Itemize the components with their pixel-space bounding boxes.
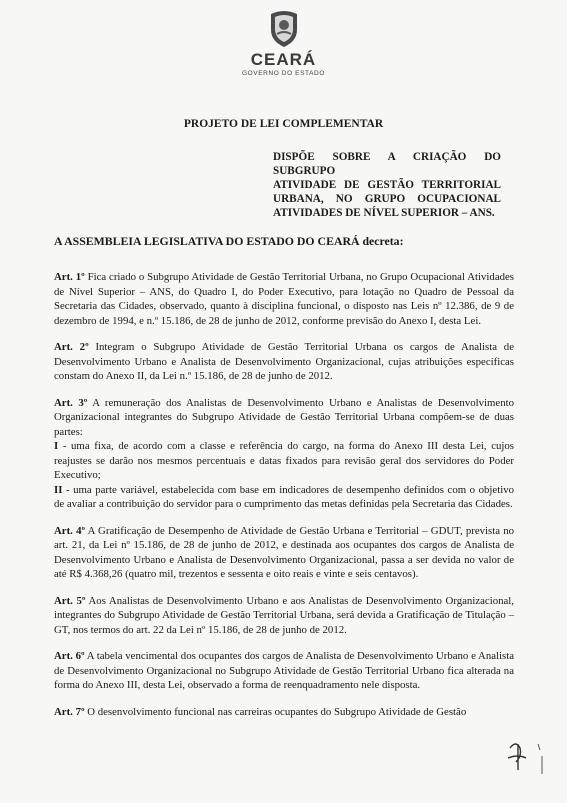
ementa-line: DISPÕE SOBRE A CRIAÇÃO DO SUBGRUPO (273, 151, 501, 177)
ementa-line: ATIVIDADE DE GESTÃO TERRITORIAL (273, 179, 501, 191)
article-text: O desenvolvimento funcional nas carreiras ocupantes do Subgrupo Atividade de Gestão (87, 705, 467, 718)
item-label: I (54, 440, 59, 452)
brand-name: CEARÁ (250, 50, 317, 69)
article-label: Art. 2º (54, 341, 89, 353)
article-3 (54, 396, 514, 512)
article-text: A Gratificação de Desempenho de Atividade de Gestão Urbana e Territorial – GDUT, prevista no art. 21, da Lei nº 15.186, de 28 de junho de 2012, e destinada aos ocupantes dos cargos de Analista de Desenvolvimento Urbano e Analista de Desenvolvimento Organizacional, passa a ser devida no valor de até R$ 4.368,26 (quatro mil, trezentos e sessenta e oito reais e vinte e seis centavos). (54, 524, 515, 580)
article-2 (54, 340, 514, 384)
article-label: Art. 3º (54, 396, 88, 409)
article-label: Art. 1º (54, 271, 85, 283)
article-1 (54, 270, 514, 328)
article-6 (54, 649, 514, 693)
ementa (273, 150, 501, 220)
article-text: Fica criado o Subgrupo Atividade de Gestão Territorial Urbana, no Grupo Ocupacional Atividades de Nível Superior – ANS, do Quadro I, do Poder Executivo, para lotação no Quadro de Pessoal da Secretaria das Cidades, observado, quanto à disciplina funcional, o disposto nas Leis nº 12.386, de 9 de dezembro de 1994, e n.º 15.186, de 28 de junho de 2012, conforme previsão do Anexo I, desta Lei. (54, 271, 515, 327)
item-label: II (54, 483, 63, 496)
ementa-line: ATIVIDADES DE NÍVEL SUPERIOR – ANS. (273, 207, 495, 219)
article-item (54, 483, 514, 512)
article-item (54, 439, 514, 483)
state-crest-icon (267, 8, 301, 48)
article-5 (54, 594, 514, 638)
article-label: Art. 7º (54, 705, 85, 718)
article-label: Art. 5º (54, 594, 86, 607)
article-text: A remuneração dos Analistas de Desenvolvimento Urbano e Analistas de Desenvolvimento Organizacional integrantes do Subgrupo Atividade de Gestão Territorial Urbana compõem-se de duas partes: (54, 396, 514, 438)
ementa-line: URBANA, NO GRUPO OCUPACIONAL (273, 193, 501, 205)
decree-line: A ASSEMBLEIA LEGISLATIVA DO ESTADO DO CEARÁ decreta: (54, 234, 404, 248)
item-text: - uma fixa, de acordo com a classe e referência do cargo, na forma do Anexo III desta Lei, cujos reajustes se darão nos mesmos percentuais e datas fixados para revisão geral dos servidores do Poder Executivo; (54, 440, 514, 481)
article-label: Art. 6º (54, 650, 85, 662)
document-title: PROJETO DE LEI COMPLEMENTAR (183, 118, 384, 130)
brand-subtitle: GOVERNO DO ESTADO (241, 70, 326, 77)
article-7 (54, 705, 514, 720)
document-body (54, 270, 514, 731)
handwritten-initials (500, 734, 550, 780)
article-4 (54, 524, 514, 582)
letterhead (0, 8, 567, 77)
item-text: - uma parte variável, estabelecida com base em indicadores de desempenho definidos com o objetivo de avaliar a contribuição do servidor para o cumprimento das metas definidas pela Secretaria das Cidades. (54, 483, 514, 510)
article-label: Art. 4º (54, 524, 86, 537)
article-text: A tabela vencimental dos ocupantes dos cargos de Analista de Desenvolvimento Urbano e Analista de Desenvolvimento Organizacional no Subgrupo Atividade de Gestão Territorial Urbano fica alterada na forma do Anexo III, desta Lei, observado a forma de reenquadramento nele disposta. (54, 650, 515, 691)
article-text: Integram o Subgrupo Atividade de Gestão Territorial Urbana os cargos de Analista de Desenvolvimento Urbano e Analista de Desenvolvimento Organizacional, cujas atribuições específicas constam do Anexo II, da Lei n.º 15.186, de 28 de junho de 2012. (54, 341, 514, 382)
article-text: Aos Analistas de Desenvolvimento Urbano e aos Analistas de Desenvolvimento Organizacional, integrantes do Subgrupo Atividade de Gestão Territorial Urbana, será devida a Gratificação de Titulação – GT, nos termos do art. 22 da Lei nº 15.186, de 28 de junho de 2012. (54, 594, 514, 636)
